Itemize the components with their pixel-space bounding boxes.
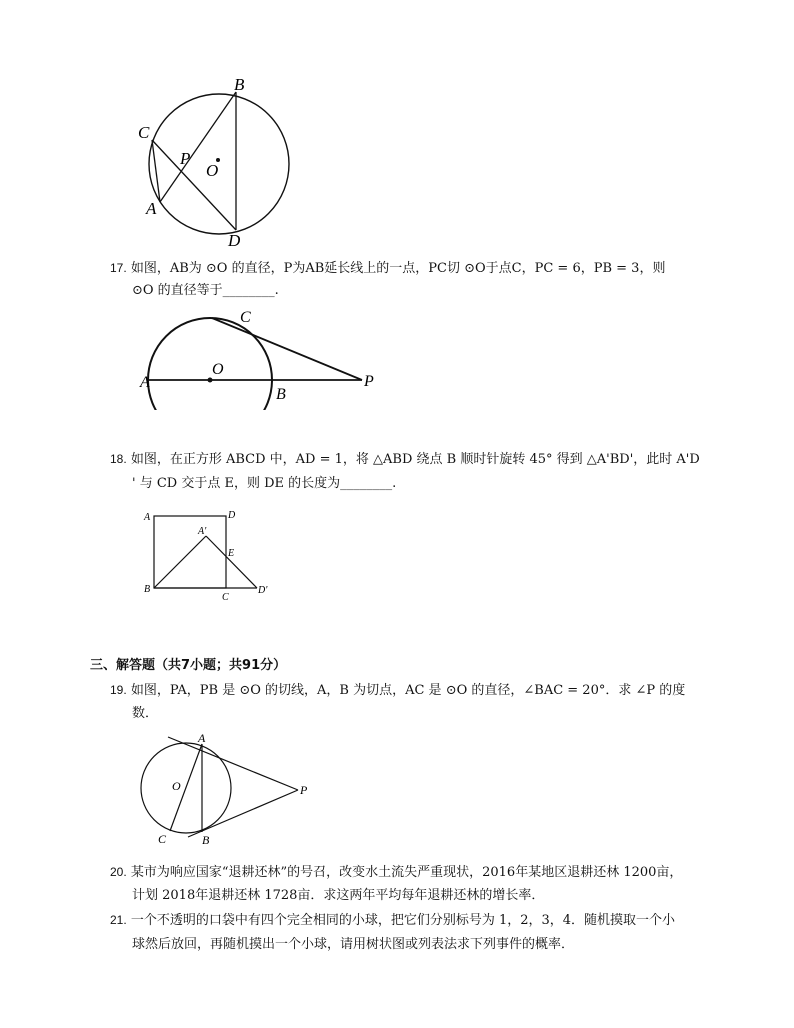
figure-17 <box>136 306 382 410</box>
question-21-cont <box>132 934 732 956</box>
question-17-number: 17. <box>110 261 127 275</box>
question-18-cont <box>132 473 732 495</box>
question-19-line2: 数． <box>132 706 159 721</box>
question-18-line1: 如图，在正方形 ABCD 中，AD = 1，将 △ABD 绕点 B 顺时针旋转 45° 得到 △A'BD'，此时 A'D <box>130 452 700 467</box>
label-b: B <box>234 75 245 94</box>
label-a2-18: A' <box>198 526 207 537</box>
question-18-number: 18. <box>110 452 127 466</box>
label-a-19: A <box>198 731 206 745</box>
tangent-pb <box>188 790 298 837</box>
figure-19 <box>136 730 316 848</box>
question-19-cont <box>132 703 732 725</box>
question-18-line2: ' 与 CD 交于点 E，则 DE 的长度为________. <box>132 476 397 491</box>
figure-circle-chords-svg <box>132 72 302 252</box>
question-18 <box>110 448 730 471</box>
label-c: C <box>138 123 150 142</box>
question-20-line2: 计划 2018年退耕还林 1728亩．求这两年平均每年退耕还林的增长率． <box>132 888 545 903</box>
question-19 <box>110 679 730 702</box>
label-p: P <box>180 149 191 168</box>
circle-17 <box>148 318 272 410</box>
figure-17-svg <box>136 306 382 410</box>
label-c-18: C <box>222 592 229 602</box>
label-b-18: B <box>144 584 151 595</box>
question-21-number: 21. <box>110 913 127 927</box>
question-21-line2: 球然后放回，再随机摸出一个小球，请用树状图或列表法求下列事件的概率． <box>132 937 575 952</box>
line-ba2 <box>154 536 206 588</box>
question-17-line2: ⊙O 的直径等于________. <box>132 283 279 298</box>
line-a2d2 <box>206 536 257 588</box>
label-b-19: B <box>202 833 210 847</box>
chord-ba <box>160 92 236 202</box>
question-20-line1: 某市为响应国家“退耕还林”的号召，改变水土流失严重现状，2016年某地区退耕还林 1200亩， <box>130 865 683 880</box>
question-19-number: 19. <box>110 683 127 697</box>
question-17-line1: 如图，AB为 ⊙O 的直径，P为AB延长线上的一点，PC切 ⊙O于点C，PC = 6，PB = 3，则 <box>130 261 666 276</box>
figure-18 <box>140 506 280 602</box>
chord-ca <box>152 140 160 202</box>
figure-18-svg <box>140 506 280 602</box>
label-p-19: P <box>300 783 308 797</box>
question-17 <box>110 257 730 280</box>
question-21-line1: 一个不透明的口袋中有四个完全相同的小球，把它们分别标号为 1，2，3，4．随机摸取一个小 <box>130 913 676 928</box>
question-20 <box>110 861 750 884</box>
label-d: D <box>228 231 241 250</box>
label-a-18: A <box>144 512 151 523</box>
question-20-cont <box>132 885 732 907</box>
label-a-17: A <box>140 374 150 391</box>
label-c-19: C <box>158 832 167 846</box>
label-p-17: P <box>364 373 374 390</box>
center-dot-17 <box>208 378 213 383</box>
label-c-17: C <box>240 309 251 326</box>
figure-19-svg <box>136 730 316 848</box>
section-3-title: 三、解答题（共7小题；共91分） <box>90 658 287 673</box>
label-o-19: O <box>172 779 181 793</box>
question-21 <box>110 909 750 932</box>
label-a: A <box>146 199 157 218</box>
label-o: O <box>206 161 219 180</box>
tangent-pc <box>212 318 362 380</box>
label-o-17: O <box>212 361 224 378</box>
question-19-line1: 如图，PA，PB 是 ⊙O 的切线，A，B 为切点，AC 是 ⊙O 的直径，∠BAC = 20°．求 ∠P 的度 <box>130 683 686 698</box>
label-b-17: B <box>276 386 286 403</box>
figure-circle-chords <box>132 72 302 252</box>
label-e-18: E <box>228 548 235 559</box>
label-d-18: D <box>228 510 236 521</box>
question-20-number: 20. <box>110 865 127 879</box>
label-d2-18: D' <box>258 585 268 596</box>
question-17-cont <box>132 280 732 302</box>
circle-o <box>149 94 289 234</box>
